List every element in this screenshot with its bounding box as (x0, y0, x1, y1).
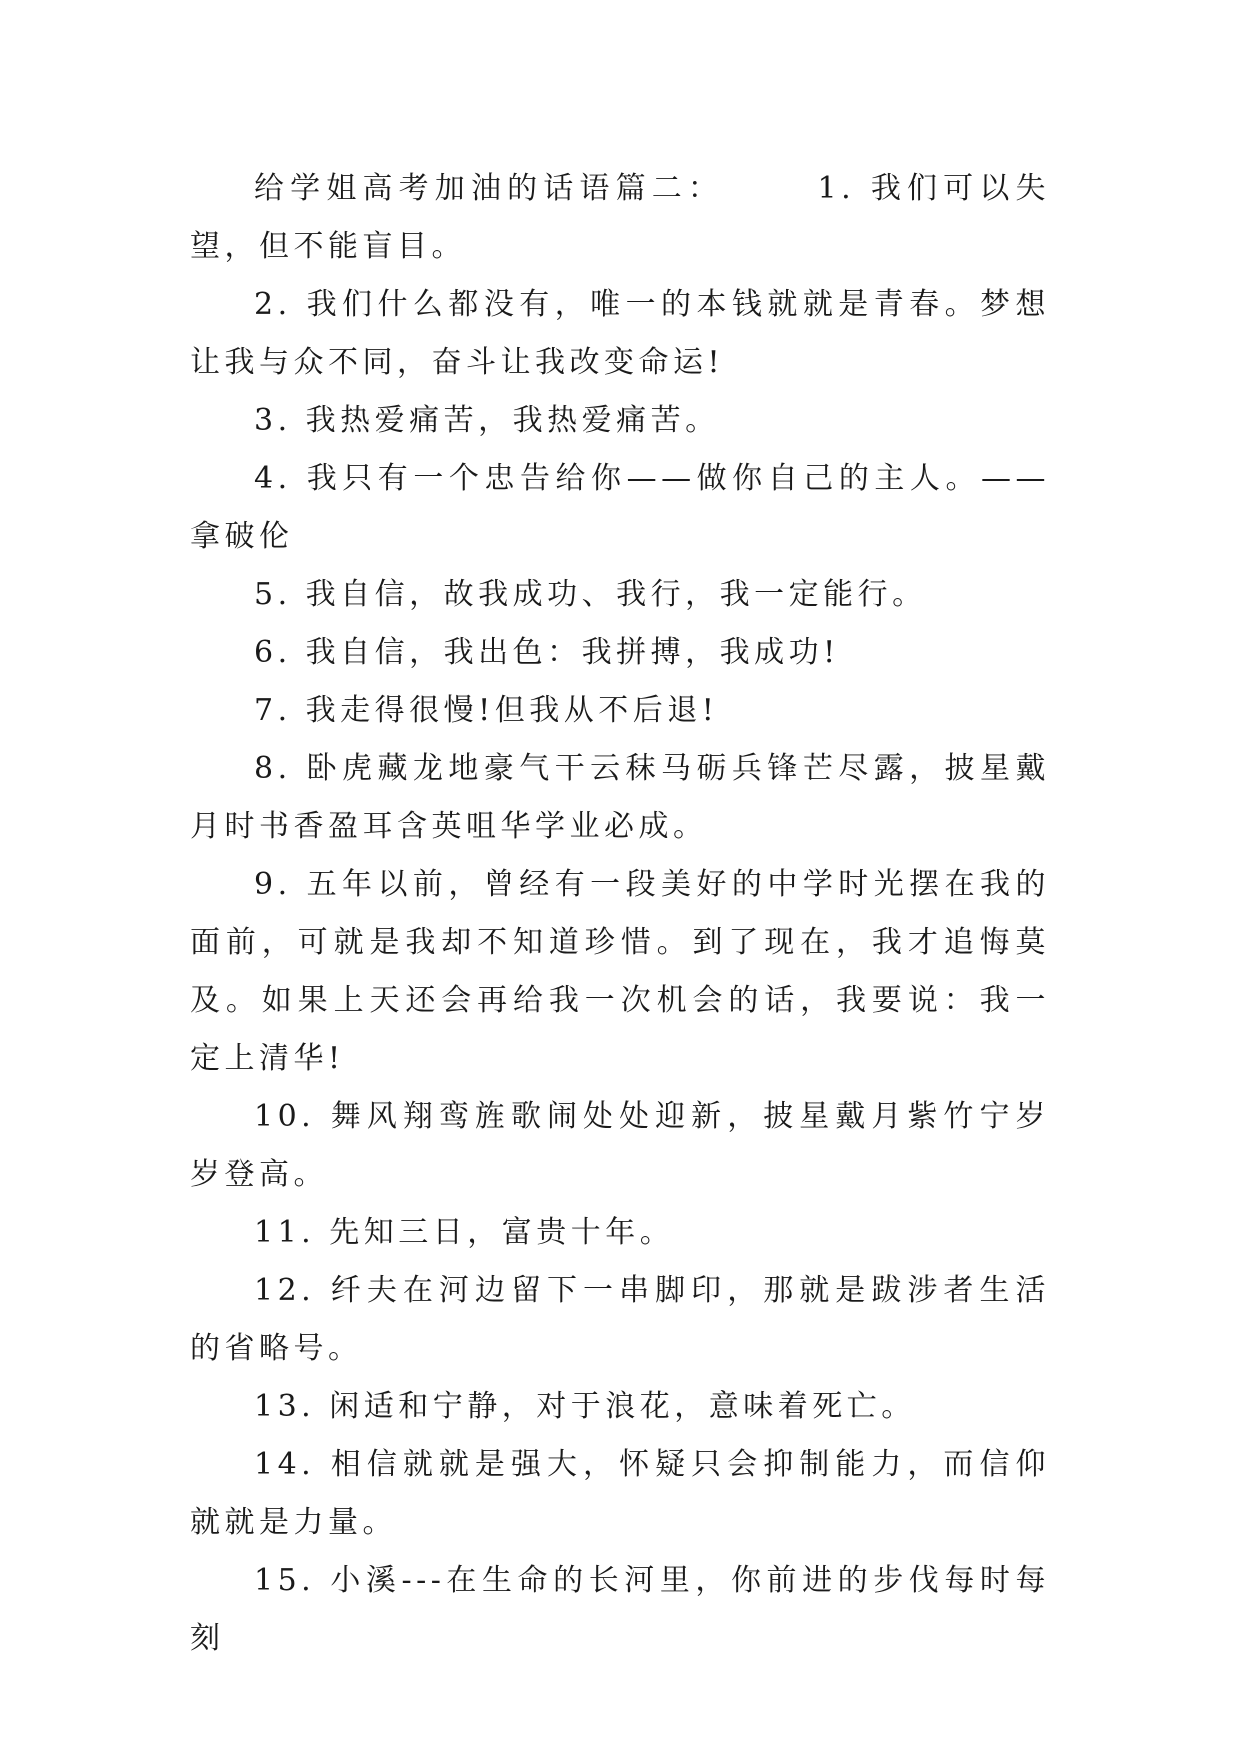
paragraph-item-14: 14. 相信就就是强大，怀疑只会抑制能力，而信仰就就是力量。 (190, 1447, 1050, 1540)
paragraph-item-4: 4. 我只有一个忠告给你——做你自己的主人。——拿破伦 (190, 461, 1050, 554)
paragraph-item-3: 3. 我热爱痛苦，我热爱痛苦。 (254, 403, 720, 438)
paragraph-item-9: 9. 五年以前，曾经有一段美好的中学时光摆在我的面前，可就是我却不知道珍惜。到了现在，我才追悔莫及。如果上天还会再给我一次机会的话，我要说：我一定上清华! (190, 867, 1050, 1076)
paragraph-title: 给学姐高考加油的话语篇二： 1. 我们可以失望，但不能盲目。 (190, 171, 1050, 264)
paragraph-item-12: 12. 纤夫在河边留下一串脚印，那就是跋涉者生活的省略号。 (190, 1273, 1050, 1366)
paragraph-item-15: 15. 小溪---在生命的长河里，你前进的步伐每时每刻 (190, 1563, 1050, 1656)
paragraph-item-13: 13. 闲适和宁静，对于浪花，意味着死亡。 (254, 1389, 916, 1424)
paragraph-item-5: 5. 我自信，故我成功、我行，我一定能行。 (254, 577, 927, 612)
paragraph-item-7: 7. 我走得很慢!但我从不后退! (254, 693, 719, 728)
paragraph-item-10: 10. 舞风翔鸾旌歌闹处处迎新，披星戴月紫竹宁岁岁登高。 (190, 1099, 1050, 1192)
document-body (190, 160, 1050, 1668)
paragraph-item-6: 6. 我自信，我出色：我拼搏，我成功! (254, 635, 840, 670)
paragraph-item-8: 8. 卧虎藏龙地豪气干云秣马砺兵锋芒尽露，披星戴月时书香盈耳含英咀华学业必成。 (190, 751, 1050, 844)
paragraph-item-11: 11. 先知三日，富贵十年。 (254, 1215, 675, 1250)
paragraph-item-2: 2. 我们什么都没有，唯一的本钱就就是青春。梦想让我与众不同，奋斗让我改变命运! (190, 287, 1050, 380)
